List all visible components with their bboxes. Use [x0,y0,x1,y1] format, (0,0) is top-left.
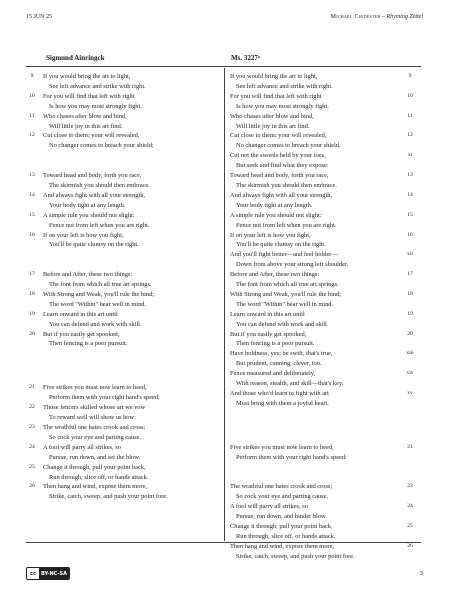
verse-line: The wrathful one hates crook and cross; [230,483,333,491]
verse-line: For you will find that left with right [230,92,322,100]
stanza-line-2 [230,82,421,92]
verse-line: Fence not from left when you are right. [49,221,150,229]
verse-line: Then fencing is a poor pursuit. [49,340,128,348]
stanza-line-2 [230,260,421,270]
stanza-line-1 [26,131,221,141]
verse-line: A fool will parry all strikes, so [230,503,308,511]
verse-line: But if you easily get spooked, [43,330,120,338]
stanza-line-1 [230,290,421,300]
header-author: Michael Chidester [330,14,381,20]
stanza-line-2 [26,221,221,231]
left-column [26,72,221,502]
header-separator: – [380,14,387,20]
stanza-line-2 [230,300,421,310]
verse-line: Toward head and body, forth you race, [43,172,142,180]
verse-line [43,152,45,159]
verse-line: Perform them with your right hand's speed: [236,453,347,461]
line-number: 20 [29,330,35,337]
verse-line [43,251,45,258]
stanza-line-1 [26,171,221,181]
verse-line: The font from which all true art springs. [236,281,339,289]
line-number: 10 [29,92,35,99]
verse-line: Five strikes you must now learn to heed, [43,384,147,392]
verse-line: You'll be quite clumsy on the right. [236,241,326,249]
verse-line: You can defend and work with skill. [49,320,142,328]
verse-line: Then hang and wind, expose them more, [230,542,334,550]
header-running-title [331,14,423,20]
verse-line: Pursue, run down, and set the blow. [49,453,140,461]
verse-line: No changer comes to breach your shield. [236,142,341,150]
stanza-line-2 [26,141,221,151]
verse-line: Your body tight at any length. [236,201,313,209]
stanza-line-2 [26,300,221,310]
verse-line: Is how you may most strongly fight. [49,102,142,110]
line-number: 15 [407,211,413,218]
stanza-line-1 [230,310,421,320]
stanza-line-1 [26,250,221,260]
stanza-line-2 [230,453,421,463]
block-gap [26,349,221,383]
verse-line: But seek and find what they expose: [236,162,329,170]
line-number: 19 [29,310,35,317]
stanza-line-2 [230,122,421,132]
verse-line: If on your left is how you fight, [230,231,311,239]
stanza-line-2 [230,240,421,250]
verse-line: The wrathful one hates crook and cross; [43,424,146,431]
verse-line: Fence not from left when you are right. [236,221,337,229]
stanza-line-1 [230,270,421,280]
verse-line: But prudent, cunning, clever, too. [236,360,322,368]
stanza-line-1 [26,463,221,473]
right-column-title: Ms. 3227ᵃ [231,54,260,62]
page-number: 3 [419,570,423,577]
stanza-line-1 [26,482,221,492]
verse-line: Must bring with them a joyful heart. [236,399,329,407]
stanza-line-2 [230,552,421,562]
verse-line: The skirmish you should then embrace. [49,181,150,189]
left-column-title: Sigmund Ainringck [46,54,105,62]
verse-line: A simple rule you should not slight: [230,211,322,219]
verse-line [49,162,51,169]
stanza-line-1 [26,72,221,82]
stanza-line-1 [26,310,221,320]
stanza-line-2 [230,102,421,112]
right-column [230,72,421,562]
stanza-line-1 [26,290,221,300]
line-number: 26 [407,542,413,549]
verse-line: And you'll fight better—and feel bolder— [230,251,338,259]
line-number: 21 [407,443,413,450]
verse-line: Have boldness, yes; be swift, that's true, [230,350,333,358]
verse-line: With Strong and Weak, you'll rule the bind; [43,290,155,298]
stanza-line-2 [26,280,221,290]
column-divider [224,68,225,541]
line-number: 21 [29,384,35,391]
line-number: 9 [408,73,412,79]
line-number: 25 [407,523,413,530]
verse-line: But if you easily get spooked, [230,330,307,338]
stanza-line-1 [26,112,221,122]
stanza-line-2 [26,181,221,191]
verse-line: Learn onward in this art until [230,310,305,318]
line-number: 13 [407,172,413,179]
stanza-line-2 [26,339,221,349]
stanza-line-1 [26,383,221,393]
stanza-line-2 [26,82,221,92]
verse-line: The word "Within" bear well in mind. [236,300,334,308]
verse-line: Before and After, these two things: [43,271,133,279]
stanza-line-1 [230,542,421,552]
verse-line: Pursue, run down, and hinder blow. [236,513,327,521]
stanza-line-1 [230,482,421,492]
stanza-line-2 [26,320,221,330]
stanza-line-2 [230,359,421,369]
verse-line: For you will find that left with right [43,92,135,100]
stanza-line-1 [230,522,421,532]
verse-line: Perform them with your right hand's speed; [49,394,160,402]
stanza-line-2 [230,161,421,171]
verse-line: See left advance and strike with right. [236,82,333,90]
verse-line: See left advance and strike with right. [49,82,146,90]
stanza-line-1 [230,349,421,359]
line-number: 13 [29,172,35,179]
stanza-line-1 [230,369,421,379]
stanza-line-2 [26,102,221,112]
stanza-line-2 [26,413,221,423]
stanza-line-2 [230,492,421,502]
stanza-line-2 [26,240,221,250]
stanza-line-1 [230,389,421,399]
verse-line: Strike, catch, sweep, and push your point fore. [49,493,168,501]
verse-line: Those fencers skilled whose art we vow [43,404,146,412]
verse-line: Then fencing is a poor pursuit. [236,340,315,348]
stanza-line-2 [230,339,421,349]
verse-line: No changer comes to breach your shield; [49,142,154,150]
stanza-line-1 [230,502,421,512]
line-number: 20 [407,330,413,337]
stanza-line-1 [230,171,421,181]
verse-line: Cut not the swords held by your foes, [230,152,326,160]
stanza-line-1 [230,72,421,82]
left-block-1 [26,72,221,349]
verse-line: Cut close to them; your will revealed, [43,132,140,140]
line-number: 16 [407,231,413,238]
stanza-line-2 [26,122,221,132]
verse-line: The font from which all true art springs. [49,281,152,289]
left-block-2 [26,383,221,502]
stanza-line-2 [26,393,221,403]
verse-line: Down from above your strong left shoulder. [236,261,349,269]
verse-line: Who chases after blow and bind, [230,112,314,120]
stanza-line-2 [26,492,221,502]
verse-line: Is how you may most strongly fight. [236,102,329,110]
line-number: xii [407,251,413,258]
verse-line: Will little joy in this art find. [236,122,310,130]
stanza-line-1 [230,250,421,260]
verse-line: Run through, slice off, or hands attack. [236,532,336,540]
line-number: 14 [407,191,413,198]
verse-line: Five strikes you must now learn to heed, [230,443,334,451]
verse-line: And always fight with all your strength, [230,191,333,199]
verse-line: Toward head and body, forth you race, [230,172,329,180]
stanza-line-2 [230,181,421,191]
stanza-line-2 [230,379,421,389]
stanza-line-1 [26,423,221,433]
verse-line: You can defend with work and skill. [236,320,329,328]
line-number: xiv [406,370,414,377]
stanza-line-2 [230,201,421,211]
stanza-line-1 [230,131,421,141]
stanza-line-1 [230,463,421,473]
line-number: 11 [29,112,35,119]
verse-line: So cock your eye and parting cause. [236,493,329,501]
line-number: 23 [29,424,35,430]
stanza-line-1 [26,211,221,221]
verse-line: Who chases after blow and bind, [43,112,127,120]
stanza-line-1 [230,151,421,161]
stanza-line-2 [230,532,421,542]
verse-line: Change it through, pull your point back, [230,523,333,531]
line-number: 10 [407,92,413,99]
verse-line: If you would bring the art to light, [230,73,318,80]
stanza-line-2 [26,161,221,171]
line-number: 17 [407,271,413,278]
stanza-line-2 [230,141,421,151]
header-date: 15 JUN 25 [26,14,53,20]
stanza-line-1 [26,443,221,453]
verse-line [49,261,51,268]
verse-line: You'll be quite clumsy on the right. [49,241,139,249]
line-number: 11 [407,112,413,119]
header-title: Rhyming Zettel [386,14,423,20]
stanza-line-1 [230,330,421,340]
verse-line: Learn onward in this art until [43,310,118,318]
stanza-line-2 [230,473,421,483]
stanza-line-2 [26,453,221,463]
line-number: 18 [29,290,35,297]
stanza-line-2 [26,473,221,483]
verse-line: With reason, stealth, and skill—that's key. [236,380,344,388]
verse-line: Change it through, pull your point back, [43,463,146,471]
line-number: 9 [30,73,34,79]
line-number: 12 [407,132,413,139]
stanza-line-2 [230,320,421,330]
verse-line: With Strong and Weak, you'll rule the bind; [230,290,342,298]
verse-line: To reward well will show us how: [49,414,136,422]
line-number: 25 [29,463,35,470]
license-label: BY-NC-SA [39,568,69,579]
line-number: 26 [29,483,35,490]
stanza-line-1 [230,92,421,102]
line-number: 17 [29,271,35,278]
verse-line: Fence measured and deliberately, [230,370,316,378]
line-number: 15 [29,211,35,218]
stanza-line-1 [230,112,421,122]
verse-line: Run through, slice off, or hands attack. [49,473,149,481]
stanza-line-2 [230,280,421,290]
cc-license-icon: cc [27,568,39,579]
line-number: 24 [407,503,413,510]
verse-line: If you would bring the art to light, [43,73,131,80]
line-number: 24 [29,443,35,450]
verse-line: And always fight with all your strength, [43,191,146,199]
stanza-line-1 [26,270,221,280]
line-number: xv [407,390,413,396]
verse-line: Strike, catch, sweep, and push your point fore. [236,552,355,560]
stanza-line-1 [230,443,421,453]
block-gap [230,409,421,443]
verse-line: Will little joy in this art find. [49,122,123,130]
verse-line: If on your left is how you fight, [43,231,124,239]
verse-line: Before and After, these two things: [230,271,320,279]
verse-line: So cock your eye and parting cause. [49,433,142,441]
table-top-rule [26,66,421,67]
line-number: 22 [29,404,35,411]
verse-line: The word "Within" bear well in mind. [49,300,147,308]
verse-line: Cut close to them; your will revealed, [230,132,327,140]
verse-line: A fool will parry all strikes, so [43,443,121,451]
stanza-line-1 [230,211,421,221]
stanza-line-1 [26,403,221,413]
stanza-line-2 [26,201,221,211]
line-number: xiii [406,350,414,357]
stanza-line-1 [230,191,421,201]
line-number: 23 [407,483,413,490]
verse-line [236,474,238,481]
stanza-line-2 [230,512,421,522]
stanza-line-1 [26,330,221,340]
line-number: 16 [29,231,35,238]
verse-line [230,464,232,471]
stanza-line-1 [26,92,221,102]
line-number: 18 [407,290,413,297]
line-number: 19 [407,310,413,317]
verse-line: The skirmish you should then embrace. [236,181,337,189]
stanza-line-1 [26,231,221,241]
stanza-line-2 [26,433,221,443]
stanza-line-2 [230,221,421,231]
verse-line: Then hang and wind, expose them more, [43,483,147,491]
right-block-1 [230,72,421,409]
stanza-line-1 [26,151,221,161]
verse-line: And those who'd learn to fight with art [230,390,329,397]
line-number: 14 [29,191,35,198]
stanza-line-1 [230,231,421,241]
verse-line: Your body tight at any length. [49,201,126,209]
stanza-line-2 [26,260,221,270]
cc-license-badge[interactable] [26,567,70,580]
line-number: xi [407,152,413,159]
right-block-2 [230,443,421,562]
line-number: 12 [29,132,35,139]
stanza-line-2 [230,399,421,409]
verse-line: A simple rule you should not slight: [43,211,135,219]
stanza-line-1 [26,191,221,201]
